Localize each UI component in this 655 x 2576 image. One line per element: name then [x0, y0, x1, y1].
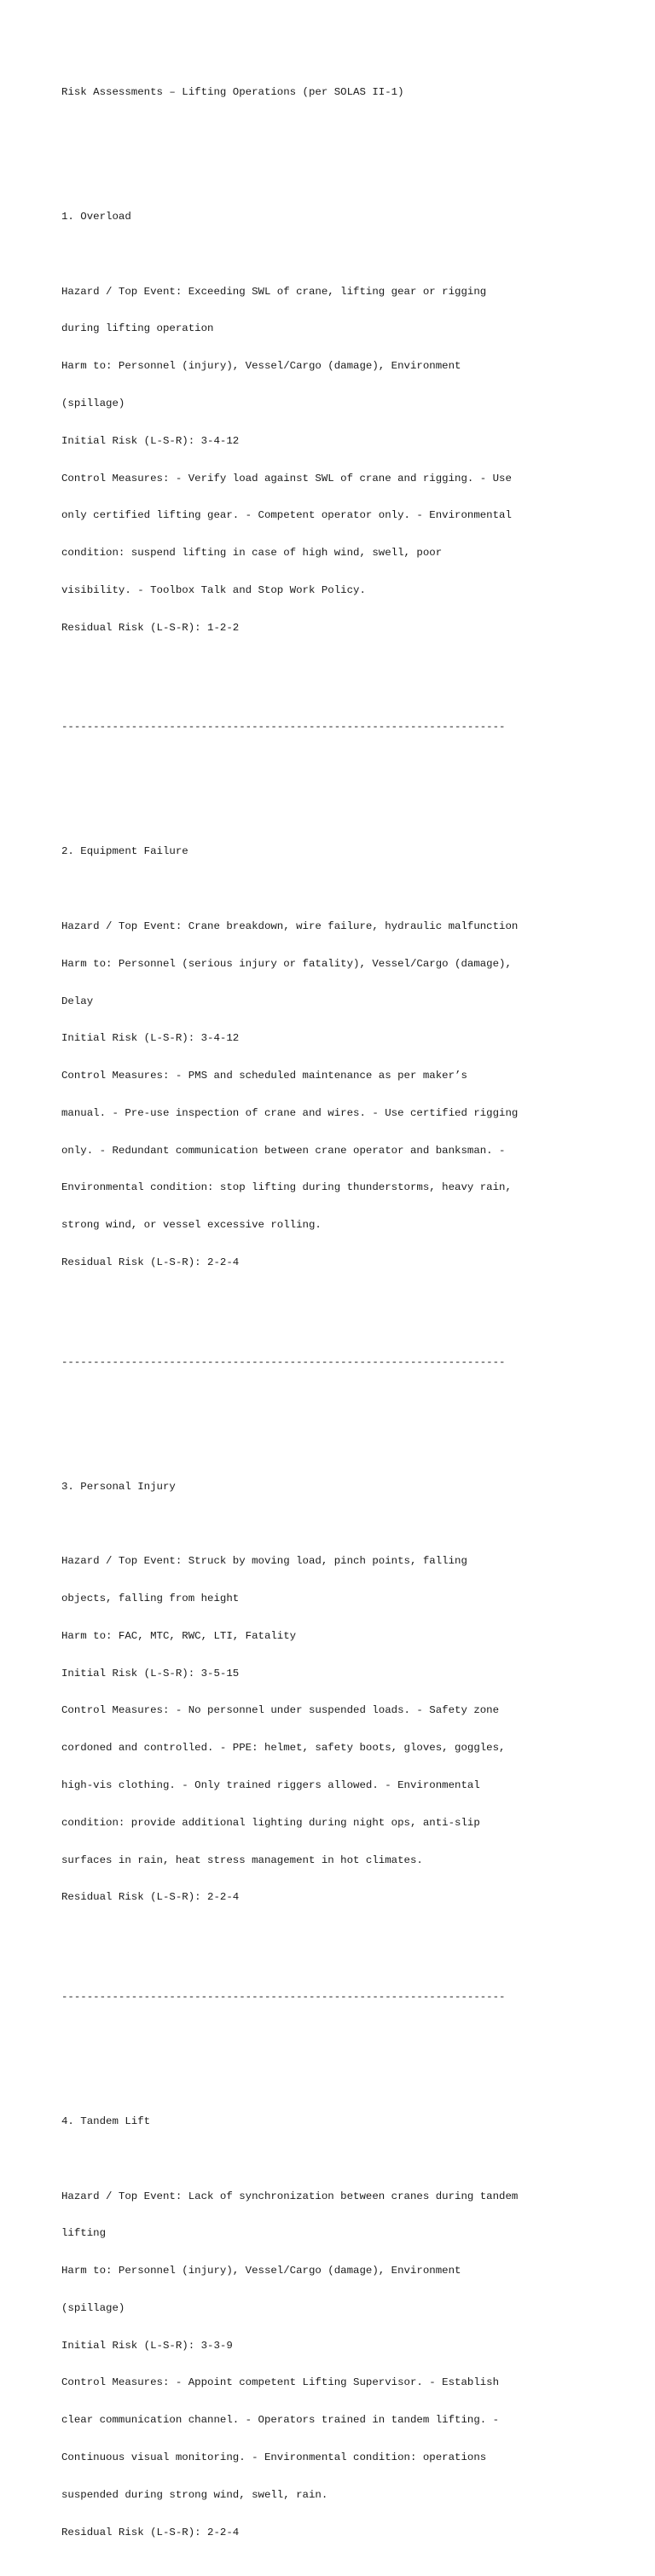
section-line: Initial Risk (L-S-R): 3-4-12	[61, 434, 240, 447]
section-line: during lifting operation	[61, 322, 214, 335]
section-line: Initial Risk (L-S-R): 3-5-15	[61, 1667, 240, 1680]
section-heading: 1. Overload	[61, 211, 131, 223]
section-line: lifting	[61, 2227, 107, 2240]
section-tandem-lift	[61, 2091, 539, 2564]
section-line: condition: suspend lifting in case of high wind, swell, poor	[61, 547, 443, 560]
section-heading: 3. Personal Injury	[61, 1480, 176, 1493]
section-line: (spillage)	[61, 397, 125, 410]
section-line: Residual Risk (L-S-R): 2-2-4	[61, 1256, 240, 1268]
section-line: only certified lifting gear. - Competent operator only. - Environmental	[61, 509, 512, 522]
section-equipment-failure	[61, 821, 539, 1294]
section-line: Hazard / Top Event: Crane breakdown, wire failure, hydraulic malfunction	[61, 920, 519, 932]
section-personal-injury	[61, 1456, 539, 1929]
section-line: Control Measures: - Verify load against SWL of crane and rigging. - Use	[61, 472, 512, 484]
section-line: Delay	[61, 995, 94, 1007]
document-page	[61, 61, 539, 2576]
section-line: surfaces in rain, heat stress management in hot climates.	[61, 1854, 423, 1866]
spacer	[61, 124, 539, 136]
section-separator: ----------------------------------------------------------------------	[61, 1991, 506, 2004]
section-line: Hazard / Top Event: Exceeding SWL of crane, lifting gear or rigging	[61, 285, 487, 298]
spacer	[61, 883, 539, 896]
section-line: Initial Risk (L-S-R): 3-3-9	[61, 2339, 233, 2352]
section-line: clear communication channel. - Operators trained in tandem lifting. -	[61, 2414, 500, 2427]
spacer	[61, 1517, 539, 1530]
spacer	[61, 1319, 539, 1332]
section-line: Continuous visual monitoring. - Environmental condition: operations	[61, 2451, 487, 2463]
section-line: cordoned and controlled. - PPE: helmet, safety boots, gloves, goggles,	[61, 1742, 506, 1755]
spacer	[61, 2153, 539, 2166]
section-heading: 4. Tandem Lift	[61, 2115, 151, 2127]
section-separator: ----------------------------------------------------------------------	[61, 721, 506, 734]
section-line: Environmental condition: stop lifting during thunderstorms, heavy rain,	[61, 1181, 512, 1194]
spacer	[61, 1394, 539, 1407]
section-line: only. - Redundant communication between crane operator and banksman. -	[61, 1144, 506, 1157]
spacer	[61, 2028, 539, 2041]
spacer	[61, 684, 539, 697]
section-line: (spillage)	[61, 2301, 125, 2314]
section-line: manual. - Pre-use inspection of crane and wires. - Use certified rigging	[61, 1106, 519, 1119]
section-line: Residual Risk (L-S-R): 1-2-2	[61, 621, 240, 634]
section-line: Residual Risk (L-S-R): 2-2-4	[61, 2526, 240, 2538]
section-line: Harm to: Personnel (injury), Vessel/Cargo (damage), Environment	[61, 360, 461, 373]
section-line: strong wind, or vessel excessive rolling.	[61, 1219, 322, 1232]
section-overload	[61, 186, 539, 659]
section-line: condition: provide additional lighting during night ops, anti-slip	[61, 1816, 480, 1829]
section-line: Control Measures: - PMS and scheduled maintenance as per maker’s	[61, 1070, 467, 1082]
section-line: visibility. - Toolbox Talk and Stop Work Policy.	[61, 583, 366, 596]
section-line: Control Measures: - Appoint competent Lifting Supervisor. - Establish	[61, 2376, 500, 2389]
spacer	[61, 248, 539, 261]
section-line: Harm to: Personnel (injury), Vessel/Cargo (damage), Environment	[61, 2265, 461, 2277]
section-separator: ----------------------------------------------------------------------	[61, 1355, 506, 1368]
section-line: Initial Risk (L-S-R): 3-4-12	[61, 1032, 240, 1045]
document-title: Risk Assessments – Lifting Operations (per SOLAS II-1)	[61, 86, 404, 99]
section-heading: 2. Equipment Failure	[61, 845, 188, 858]
spacer	[61, 758, 539, 771]
section-line: suspended during strong wind, swell, rain.	[61, 2488, 328, 2501]
section-line: Harm to: FAC, MTC, RWC, LTI, Fatality	[61, 1629, 297, 1642]
section-line: objects, falling from height	[61, 1593, 240, 1605]
section-line: high-vis clothing. - Only trained riggers allowed. - Environmental	[61, 1778, 480, 1791]
spacer	[61, 1953, 539, 1966]
section-line: Hazard / Top Event: Lack of synchronization between cranes during tandem	[61, 2190, 519, 2202]
section-line: Hazard / Top Event: Struck by moving load, pinch points, falling	[61, 1555, 467, 1568]
section-line: Control Measures: - No personnel under suspended loads. - Safety zone	[61, 1704, 500, 1717]
section-line: Residual Risk (L-S-R): 2-2-4	[61, 1891, 240, 1904]
section-line: Harm to: Personnel (serious injury or fatality), Vessel/Cargo (damage),	[61, 957, 512, 970]
